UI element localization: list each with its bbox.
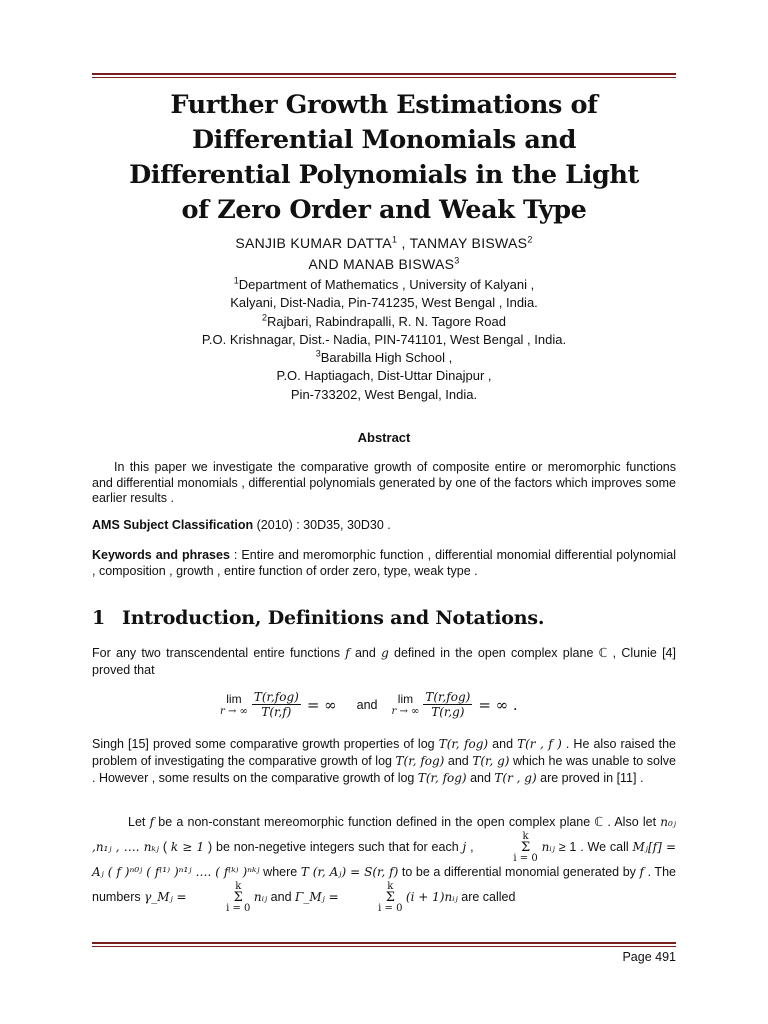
affiliation-line: $^3$Barabilla High School , (315, 348, 453, 366)
affiliation-line: $^1$Department of Mathematics , University of Kalyani , (233, 275, 535, 292)
title-line: of Zero Order and Weak Type (181, 195, 587, 225)
paragraph: For any two transcendental entire functions f and g defined in the open complex plane ℂ , Clunie [4] proved that (92, 646, 676, 677)
paper-title (92, 88, 676, 228)
title-line: Differential Monomials and (191, 125, 577, 155)
author-line-1: SANJIB KUMAR DATTA$^1$ , TANMAY BISWAS$^2$ (235, 234, 533, 251)
fraction: $\frac{\text{T(r,fog)}}{T(r,f)}$ (253, 690, 299, 719)
sum-symbol: k Σ i = 0 (226, 881, 251, 914)
affiliation-line: P.O. Krishnagar, Dist.- Nadia, PIN-741101, West Bengal , India. (201, 331, 567, 347)
abstract-body: In this paper we investigate the comparative growth of composite entire or meromorphic functions and differential monomials , differential polynomials generated by one of the factors which improves some earlier results . (92, 460, 676, 505)
affiliation-line: P.O. Haptiagach, Dist-Uttar Dinajpur , (276, 368, 492, 384)
section-number: 1 (92, 607, 106, 629)
paragraph: Singh [15] proved some comparative growth properties of log T(r, fog) and T(r , f ) . He also raised the problem of investigating the comparative growth of log T(r, fog) and T(r, g) which he was unable to solve . However , some results on the comparative growth of log T(r, fog) and T(r , g) are proved in [11] . (92, 737, 677, 785)
limit-formula: lim r → ∞ $\frac{\text{T(r,fog)}}{T(r,f)}$ = ∞ and lim r → ∞ $\frac{\text{T(r,fog)}}{T(r,g)}$ = ∞ . (220, 690, 518, 719)
author-line-2: AND MANAB BISWAS$^3$ (308, 255, 460, 272)
section-title: Introduction, Definitions and Notations. (122, 607, 545, 629)
title-line: Further Growth Estimations of (170, 90, 598, 120)
limit-operator: lim r → ∞ (391, 692, 420, 717)
section-heading (92, 607, 676, 629)
paragraph: Let f be a non-constant mereomorphic function defined in the open complex plane ℂ . Also let n₀ⱼ ,n₁ⱼ , …. nₖⱼ ( k ≥ 1 ) be non-negetive integers such that for each j , k Σ i = 0 nᵢⱼ ≥ 1 . We call Mⱼ[f] = Aⱼ ( f )ⁿ⁰ʲ ( f⁽¹⁾ )ⁿ¹ʲ …. ( f⁽ᵏ⁾ )ⁿᵏʲ where T (r, Aⱼ) = S(r, f) to be a differential monomial generated by f . The numbers γ_Mⱼ = k Σ i = 0 nᵢⱼ and Γ_Mⱼ = k Σ i = 0 (i + 1)nᵢⱼ are called (92, 815, 676, 914)
limit-operator: lim r → ∞ (220, 692, 248, 717)
fraction: $\frac{\text{T(r,fog)}}{T(r,g)}$ (425, 690, 471, 719)
affiliation-line: Kalyani, Dist-Nadia, Pin-741235, West Bengal , India. (230, 295, 538, 311)
author-block (92, 233, 676, 275)
sum-symbol: k Σ i = 0 (513, 831, 538, 864)
abstract-heading: Abstract (357, 430, 411, 445)
keywords: Keywords and phrases : Entire and meromorphic function , differential monomial differential polynomial , composition , growth , entire function of order zero, type, weak type . (92, 548, 676, 578)
affiliation-line: $^2$Rajbari, Rabindrapalli, R. N. Tagore Road (262, 312, 506, 329)
title-line: Differential Polynomials in the Light (129, 160, 639, 190)
ams-classification: AMS Subject Classification (2010) : 30D35, 30D30 . (92, 518, 391, 532)
affiliation-line: Pin-733202, West Bengal, India. (290, 386, 478, 402)
page-number: Page 491 (622, 950, 676, 964)
affiliations (92, 276, 676, 404)
sum-symbol: k Σ i = 0 (378, 881, 403, 914)
